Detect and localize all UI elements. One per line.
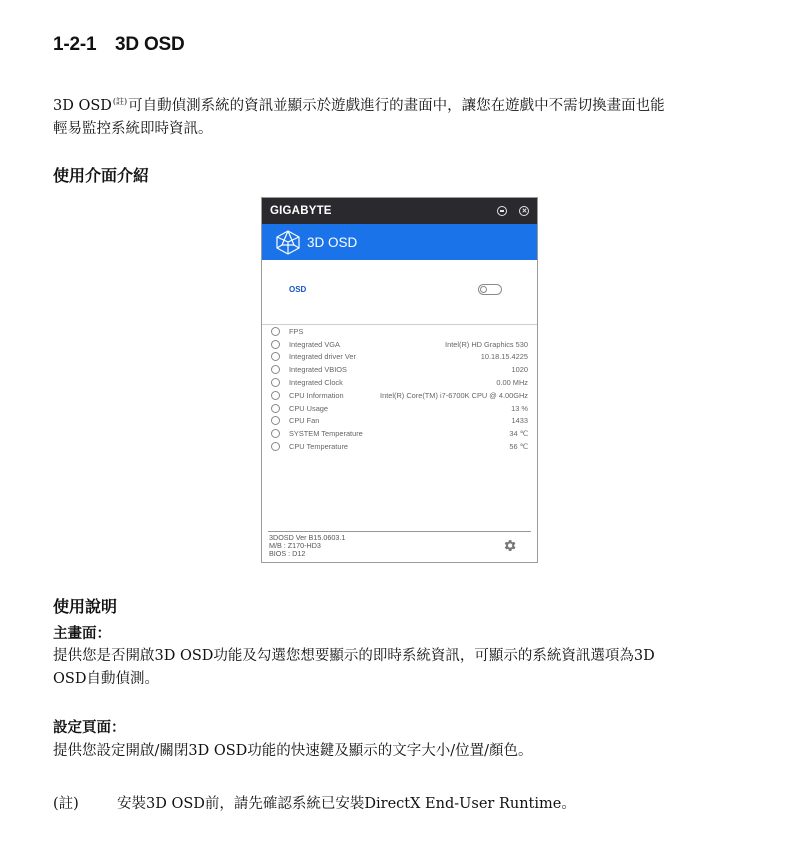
info-item-list <box>271 325 529 453</box>
osd-app-window <box>261 197 538 563</box>
item-label: CPU Fan <box>289 416 320 426</box>
brand-logo: GIGABYTE <box>270 205 332 217</box>
motherboard-text: M/B : Z170-HD3 <box>269 541 321 550</box>
item-label: CPU Temperature <box>289 442 349 452</box>
item-value: 13 % <box>511 403 528 413</box>
item-radio[interactable] <box>271 327 280 336</box>
info-item <box>271 415 529 428</box>
item-radio[interactable] <box>271 391 280 400</box>
item-label: Integrated driver Ver <box>289 352 356 362</box>
item-radio[interactable] <box>271 442 280 451</box>
item-radio[interactable] <box>271 404 280 413</box>
settings-page-text: 提供您設定開啟/關閉3D OSD功能的快速鍵及顯示的文字大小/位置/顏色。 <box>53 743 533 759</box>
intro-line2: 輕易監控系統即時資訊。 <box>53 121 213 137</box>
info-item <box>271 325 529 338</box>
item-value: 34 ℃ <box>509 429 528 439</box>
osd-toggle[interactable] <box>478 284 502 295</box>
item-radio[interactable] <box>271 378 280 387</box>
section-title <box>53 34 185 56</box>
interface-heading: 使用介面介紹 <box>53 166 150 185</box>
intro-line1: 可自動偵測系統的資訊並顯示於遊戲進行的畫面中，讓您在遊戲中不需切換畫面也能 <box>128 98 665 114</box>
info-item <box>271 427 529 440</box>
item-value: 1433 <box>511 416 528 426</box>
info-item <box>271 402 529 415</box>
item-label: Integrated VGA <box>289 339 340 349</box>
main-screen-line1: 提供您是否開啟3D OSD功能及勾選您想要顯示的即時系統資訊，可顯示的系統資訊選項為3D <box>53 648 655 664</box>
item-value: 0.00 MHz <box>496 378 528 388</box>
info-item <box>271 351 529 364</box>
item-value: Intel(R) HD Graphics 530 <box>445 339 528 349</box>
settings-page-heading: 設定頁面： <box>53 719 126 736</box>
intro-note-mark: (註) <box>112 97 128 106</box>
item-label: Integrated Clock <box>289 378 343 388</box>
item-radio[interactable] <box>271 340 280 349</box>
section-name: 3D OSD <box>115 34 185 55</box>
banner-title: 3D OSD <box>307 234 358 250</box>
main-screen-heading: 主畫面： <box>53 625 111 642</box>
item-radio[interactable] <box>271 365 280 374</box>
3d-cube-icon <box>274 229 302 255</box>
intro-paragraph <box>53 90 753 141</box>
footer-divider <box>268 531 531 532</box>
item-radio[interactable] <box>271 352 280 361</box>
osd-label: OSD <box>289 285 307 294</box>
main-screen-text <box>53 645 753 691</box>
title-bar <box>262 198 537 224</box>
item-value: 10.18.15.4225 <box>480 352 528 362</box>
item-value: 1020 <box>511 365 528 375</box>
info-item <box>271 376 529 389</box>
section-number: 1-2-1 <box>53 34 97 55</box>
item-value: 56 ℃ <box>509 442 528 452</box>
item-radio[interactable] <box>271 416 280 425</box>
app-banner <box>262 224 537 260</box>
info-item <box>271 440 529 453</box>
bios-text: BIOS : D12 <box>269 549 306 558</box>
item-label: SYSTEM Temperature <box>289 429 363 439</box>
item-radio[interactable] <box>271 429 280 438</box>
minimize-icon[interactable] <box>497 206 507 216</box>
item-label: CPU Information <box>289 390 344 400</box>
version-info <box>269 534 345 558</box>
window-controls <box>497 206 529 216</box>
item-value: Intel(R) Core(TM) i7-6700K CPU @ 4.00GHz <box>380 390 528 400</box>
usage-heading: 使用說明 <box>53 597 118 616</box>
gear-icon[interactable] <box>502 538 517 553</box>
main-screen-line2: OSD自動偵測。 <box>53 671 159 687</box>
footnote-text: 安裝3D OSD前，請先確認系統已安裝DirectX End-User Runtime。 <box>117 796 576 812</box>
version-text: 3DOSD Ver B15.0603.1 <box>269 533 346 542</box>
info-item <box>271 363 529 376</box>
footnote-mark: (註) <box>53 796 79 812</box>
item-label: FPS <box>289 326 304 336</box>
footnote <box>53 792 576 813</box>
osd-row <box>262 260 537 325</box>
close-icon[interactable] <box>519 206 529 216</box>
intro-lead: 3D OSD <box>53 98 112 114</box>
item-label: Integrated VBIOS <box>289 365 347 375</box>
info-item <box>271 389 529 402</box>
info-item <box>271 338 529 351</box>
item-label: CPU Usage <box>289 403 329 413</box>
